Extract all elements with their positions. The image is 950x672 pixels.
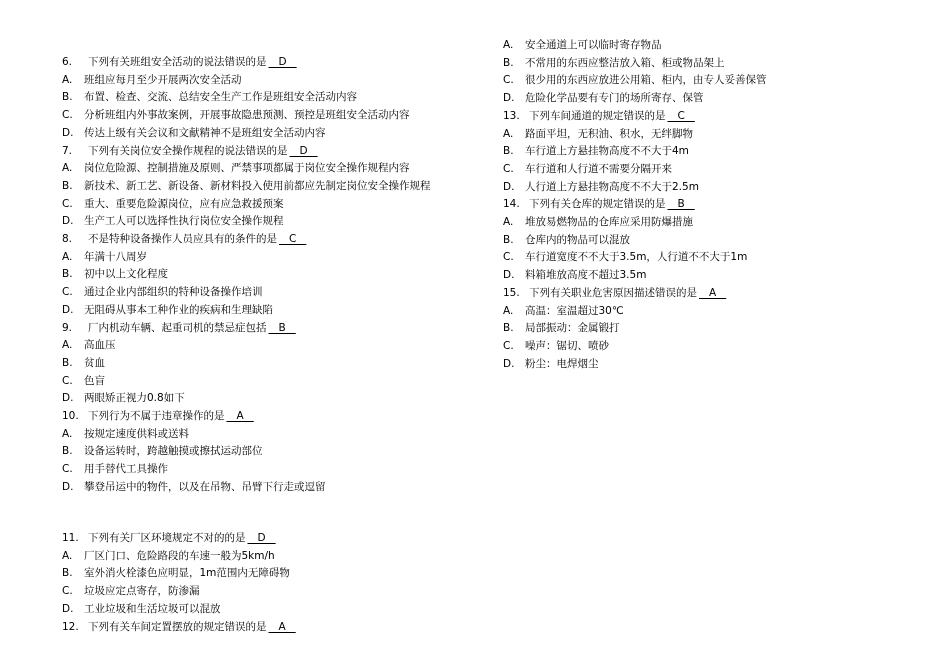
option-label: A. <box>503 216 514 228</box>
option-text: 人行道上方悬挂物高度不不大于2.5m <box>525 180 699 193</box>
question-number: 10. <box>62 410 79 422</box>
option-text: 厂区门口、危险路段的车速一般为5km/h <box>84 549 275 562</box>
option-text: 堆放易燃物品的仓库应采用防爆措施 <box>525 216 693 228</box>
option-text: 垃圾应定点寄存，防渗漏 <box>84 585 200 598</box>
option-line <box>62 125 326 141</box>
option-label: C. <box>62 374 73 387</box>
answer-blank: A <box>268 620 296 633</box>
question-number: 13. <box>503 109 520 122</box>
option-label: D. <box>62 303 74 316</box>
option-line <box>62 302 273 318</box>
option-line <box>62 266 168 282</box>
option-text: 无阻碍从事本工种作业的疾病和生理缺陷 <box>84 303 273 316</box>
option-line <box>62 89 357 105</box>
option-line <box>503 249 747 265</box>
question-text: 下列有关车间定置摆放的规定错误的是 <box>88 620 267 633</box>
option-text: 局部振动：金属锻打 <box>525 322 620 335</box>
option-text: 传达上级有关会议和文献精神不是班组安全活动内容 <box>84 126 326 139</box>
option-text: 仓库内的物品可以混放 <box>525 233 630 246</box>
option-line <box>503 55 725 71</box>
option-line <box>62 373 105 389</box>
question-line <box>503 108 697 124</box>
question-number: 9. <box>62 321 73 334</box>
option-label: D. <box>62 392 74 405</box>
option-line <box>62 337 116 353</box>
option-label: A. <box>62 162 73 175</box>
option-text: 高温：室温超过30℃ <box>525 304 624 317</box>
question-text: 下列有关岗位安全操作规程的说法错误的是 <box>88 144 288 157</box>
question-line <box>62 530 278 546</box>
option-label: C. <box>62 463 73 476</box>
option-text: 粉尘：电焊烟尘 <box>525 357 599 370</box>
option-line <box>62 443 263 459</box>
option-text: 路面平坦，无积油、积水，无绊脚物 <box>525 127 693 140</box>
option-label: D. <box>503 269 515 282</box>
option-line <box>503 338 609 354</box>
option-text: 布置、检查、交流、总结安全生产工作是班组安全活动内容 <box>84 91 357 104</box>
option-label: A. <box>62 427 73 440</box>
question-line <box>62 408 256 424</box>
question-line <box>62 619 298 635</box>
option-label: C. <box>62 585 73 598</box>
answer-blank: B <box>667 198 695 211</box>
option-line <box>503 143 689 159</box>
option-text: 岗位危险源、控制措施及原则、严禁事项都属于岗位安全操作规程内容 <box>84 162 410 175</box>
option-line <box>503 126 693 142</box>
question-number: 8. <box>62 233 73 245</box>
option-text: 车行道上方悬挂物高度不不大于4m <box>525 145 689 158</box>
option-label: A. <box>62 73 73 86</box>
question-line <box>62 231 308 247</box>
option-line <box>62 160 410 176</box>
option-text: 用手替代工具操作 <box>84 463 168 476</box>
option-text: 年满十八周岁 <box>84 250 147 263</box>
question-text: 下列有关班组安全活动的说法错误的是 <box>88 56 267 68</box>
question-line <box>62 143 320 159</box>
option-label: B. <box>503 56 514 69</box>
option-line <box>503 267 646 283</box>
question-line <box>62 320 298 336</box>
option-line <box>62 178 431 194</box>
option-text: 工业垃圾和生活垃圾可以混放 <box>84 602 221 615</box>
question-number: 15. <box>503 286 520 299</box>
option-line <box>503 214 693 230</box>
option-line <box>62 479 326 495</box>
option-label: A. <box>503 127 514 140</box>
question-text: 下列有关职业危害原因描述错误的是 <box>529 286 697 299</box>
option-text: 按规定速度供料或送料 <box>84 427 189 440</box>
option-text: 危险化学品要有专门的场所寄存、保管 <box>525 92 704 105</box>
option-text: 室外消火栓漆色应明显，1m范围内无障碍物 <box>84 567 290 580</box>
question-text: 下列有关仓库的规定错误的是 <box>529 198 666 211</box>
option-label: A. <box>503 304 514 317</box>
answer-blank: D <box>268 56 297 68</box>
answer-blank: C <box>279 233 307 245</box>
question-text: 下列有关厂区环境规定不对的的是 <box>88 532 246 544</box>
option-line <box>503 232 630 248</box>
option-line <box>62 601 221 617</box>
option-label: B. <box>62 91 73 104</box>
option-label: D. <box>503 357 515 370</box>
option-line <box>62 565 290 581</box>
option-text: 分析班组内外事故案例，开展事故隐患预测、预控是班组安全活动内容 <box>84 109 410 122</box>
question-number: 11. <box>62 532 79 544</box>
option-label: D. <box>62 602 74 615</box>
question-text: 厂内机动车辆、起重司机的禁忌症包括 <box>88 321 267 334</box>
option-text: 新技术、新工艺、新设备、新材料投入使用前都应先制定岗位安全操作规程 <box>84 179 431 192</box>
answer-blank: B <box>268 321 296 334</box>
option-line <box>503 179 699 195</box>
question-text: 不是特种设备操作人员应具有的条件的是 <box>88 233 277 245</box>
answer-blank: D <box>289 144 318 157</box>
option-label: B. <box>62 567 73 580</box>
question-line <box>503 285 728 301</box>
answer-blank: C <box>667 109 695 122</box>
option-text: 通过企业内部组织的特种设备操作培训 <box>84 286 263 299</box>
option-text: 初中以上文化程度 <box>84 268 168 281</box>
question-text: 下列车间通道的规定错误的是 <box>529 109 666 122</box>
answer-blank: A <box>226 410 254 422</box>
option-label: C. <box>503 162 514 175</box>
option-label: A. <box>62 549 73 562</box>
option-text: 两眼矫正视力0.8如下 <box>84 392 185 405</box>
option-line <box>503 303 624 319</box>
question-number: 14. <box>503 198 520 211</box>
option-label: C. <box>503 74 514 87</box>
option-line <box>62 355 105 371</box>
option-label: B. <box>62 179 73 192</box>
question-text: 下列行为不属于违章操作的是 <box>88 410 225 422</box>
option-label: D. <box>62 215 74 228</box>
option-label: A. <box>62 339 73 352</box>
option-text: 噪声：锯切、喷砂 <box>525 339 609 352</box>
option-label: C. <box>62 109 73 122</box>
option-label: C. <box>62 286 73 299</box>
option-line <box>62 548 275 564</box>
option-label: C. <box>503 251 514 264</box>
option-text: 料箱堆放高度不超过3.5m <box>525 269 647 282</box>
option-line <box>62 249 147 265</box>
question-number: 12. <box>62 620 79 633</box>
option-line <box>503 72 767 88</box>
option-text: 攀登吊运中的物件，以及在吊物、吊臂下行走或逗留 <box>84 480 326 493</box>
question-line <box>62 54 299 70</box>
option-line <box>503 356 599 372</box>
option-label: A. <box>62 250 73 263</box>
question-number: 7. <box>62 144 73 157</box>
option-label: D. <box>503 92 515 105</box>
option-line <box>503 161 672 177</box>
option-label: B. <box>503 322 514 335</box>
option-line <box>62 107 410 123</box>
answer-blank: D <box>247 532 276 544</box>
option-label: A. <box>503 39 514 51</box>
option-line <box>503 90 704 106</box>
option-line <box>62 284 263 300</box>
option-line <box>62 426 189 442</box>
option-text: 高血压 <box>84 339 116 352</box>
option-label: C. <box>503 339 514 352</box>
option-label: B. <box>503 145 514 158</box>
option-label: B. <box>62 445 73 458</box>
option-line <box>503 37 662 53</box>
option-text: 车行道宽度不不大于3.5m，人行道不不大于1m <box>525 251 748 264</box>
option-label: B. <box>62 268 73 281</box>
option-text: 不常用的东西应整洁放入箱、柜或物品架上 <box>525 56 725 69</box>
option-line <box>62 583 200 599</box>
question-line <box>503 196 697 212</box>
option-text: 色盲 <box>84 374 105 387</box>
option-text: 车行道和人行道不需要分隔开来 <box>525 162 672 175</box>
option-text: 重大、重要危险源岗位，应有应急救援预案 <box>84 197 284 210</box>
option-line <box>62 72 242 88</box>
option-text: 生产工人可以选择性执行岗位安全操作规程 <box>84 215 284 228</box>
option-text: 班组应每月至少开展两次安全活动 <box>84 73 242 86</box>
option-label: D. <box>503 180 515 193</box>
option-label: D. <box>62 480 74 493</box>
option-line <box>62 390 185 406</box>
option-label: D. <box>62 126 74 139</box>
option-label: B. <box>503 233 514 246</box>
option-line <box>503 320 620 336</box>
option-line <box>62 213 284 229</box>
option-line <box>62 196 284 212</box>
option-text: 安全通道上可以临时寄存物品 <box>525 39 662 51</box>
option-text: 很少用的东西应放进公用箱、柜内，由专人妥善保管 <box>525 74 767 87</box>
question-number: 6. <box>62 56 73 68</box>
option-label: B. <box>62 356 73 369</box>
option-label: C. <box>62 197 73 210</box>
answer-blank: A <box>699 286 727 299</box>
option-text: 设备运转时，跨越触摸或擦拭运动部位 <box>84 445 263 458</box>
option-line <box>62 461 168 477</box>
option-text: 贫血 <box>84 356 105 369</box>
